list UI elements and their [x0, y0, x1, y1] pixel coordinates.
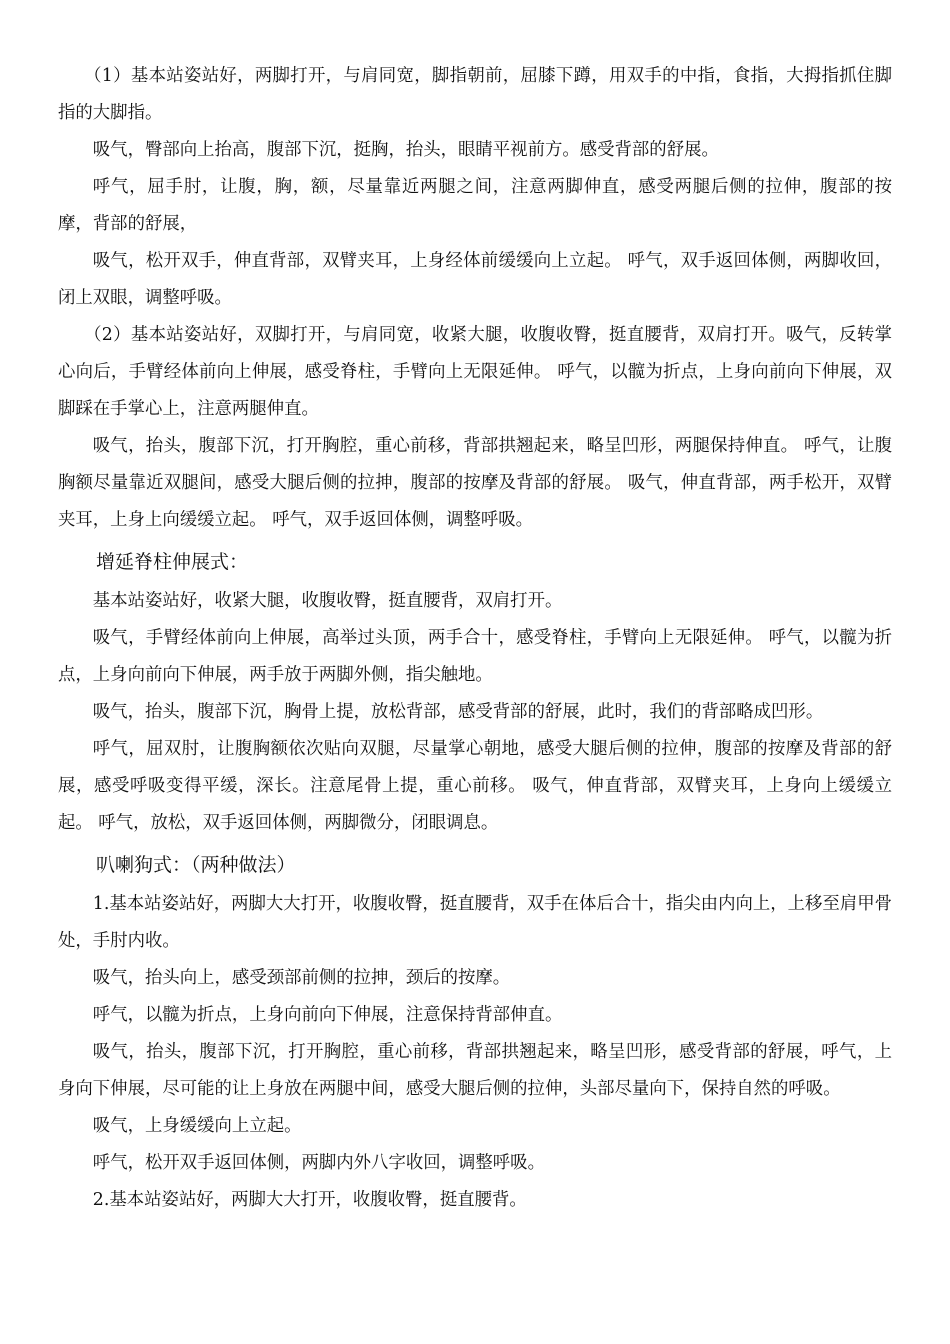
- paragraph: （2）基本站姿站好，双脚打开，与肩同宽，收紧大腿，收腹收臀，挺直腰背，双肩打开。吸气，反转掌心向后，手臂经体前向上伸展，感受脊柱，手臂向上无限延伸。 呼气，以髋为折点，上身向前向下伸展，双脚踩在手掌心上，注意两腿伸直。: [58, 325, 892, 419]
- paragraph: 吸气，抬头，腹部下沉，打开胸腔，重心前移，背部拱翘起来，略呈凹形，感受背部的舒展，呼气，上身向下伸展，尽可能的让上身放在两腿中间，感受大腿后侧的拉伸，头部尽量向下，保持自然的呼吸。: [58, 1042, 892, 1099]
- paragraph: 呼气，屈双肘，让腹胸额依次贴向双腿，尽量掌心朝地，感受大腿后侧的拉伸，腹部的按摩及背部的舒展，感受呼吸变得平缓，深长。注意尾骨上提，重心前移。 吸气，伸直背部，双臂夹耳，上身向上缓缓立起。 呼气，放松，双手返回体侧，两脚微分，闭眼调息。: [58, 739, 892, 833]
- paragraph: 呼气，松开双手返回体侧，两脚内外八字收回，调整呼吸。: [92, 1153, 545, 1173]
- paragraph: 吸气，手臂经体前向上伸展，高举过头顶，两手合十，感受脊柱，手臂向上无限延伸。 呼气，以髋为折点，上身向前向下伸展，两手放于两脚外侧，指尖触地。: [58, 628, 892, 685]
- paragraph: 吸气，臀部向上抬高，腹部下沉，挺胸，抬头，眼睛平视前方。感受背部的舒展。: [92, 140, 719, 160]
- section-heading: 叭喇狗式：（两种做法）: [96, 854, 296, 876]
- paragraph: 2.基本站姿站好，两脚大大打开，收腹收臀，挺直腰背。: [92, 1190, 527, 1210]
- paragraph: 呼气，屈手肘，让腹，胸，额，尽量靠近两腿之间，注意两脚伸直，感受两腿后侧的拉伸，腹部的按摩，背部的舒展，: [58, 177, 892, 234]
- paragraph: 吸气，上身缓缓向上立起。: [92, 1116, 302, 1136]
- paragraph: 基本站姿站好，收紧大腿，收腹收臀，挺直腰背，双肩打开。: [92, 591, 563, 611]
- paragraph: 吸气，松开双手，伸直背部，双臂夹耳，上身经体前缓缓向上立起。 呼气，双手返回体侧，两脚收回，闭上双眼，调整呼吸。: [58, 251, 892, 308]
- paragraph: 1.基本站姿站好，两脚大大打开，收腹收臀，挺直腰背，双手在体后合十，指尖由内向上，上移至肩甲骨处，手肘内收。: [58, 894, 892, 951]
- paragraph: 呼气，以髋为折点，上身向前向下伸展，注意保持背部伸直。: [92, 1005, 563, 1025]
- paragraph: 吸气，抬头，腹部下沉，打开胸腔，重心前移，背部拱翘起来，略呈凹形，两腿保持伸直。 呼气，让腹胸额尽量靠近双腿间，感受大腿后侧的拉抻，腹部的按摩及背部的舒展。 吸气，伸直背部，两手松开，双臂夹耳，上身上向缓缓立起。 呼气，双手返回体侧，调整呼吸。: [58, 436, 892, 530]
- paragraph: （1）基本站姿站好，两脚打开，与肩同宽，脚指朝前，屈膝下蹲，用双手的中指，食指，大拇指抓住脚指的大脚指。: [58, 66, 892, 123]
- document-body: [58, 58, 892, 1219]
- paragraph: 吸气，抬头，腹部下沉，胸骨上提，放松背部，感受背部的舒展，此时，我们的背部略成凹形。: [92, 702, 824, 722]
- section-heading: 增延脊柱伸展式：: [96, 551, 249, 573]
- paragraph: 吸气，抬头向上，感受颈部前侧的拉抻，颈后的按摩。: [92, 968, 511, 988]
